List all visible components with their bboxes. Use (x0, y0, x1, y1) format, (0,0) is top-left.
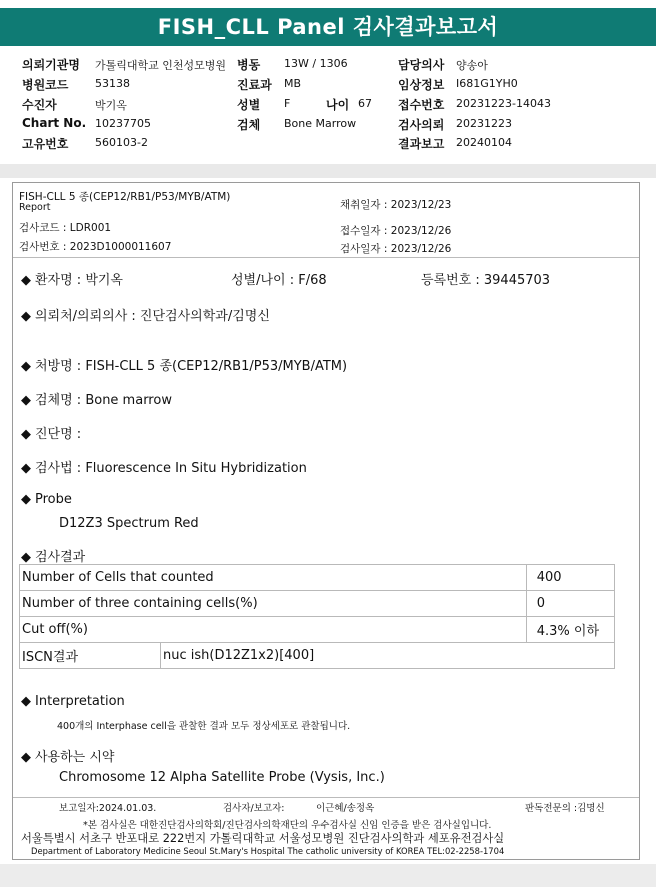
request-value: 20231223 (456, 117, 512, 130)
specimen-text: 검체명 : Bone marrow (35, 393, 172, 408)
report-title: FISH_CLL Panel 검사결과보고서 (0, 8, 656, 46)
diamond-icon: ◆ (21, 393, 31, 408)
reagent-section (21, 746, 114, 765)
specimen-line (21, 389, 172, 408)
referrer-line (21, 305, 270, 324)
patient-line (21, 269, 123, 288)
diagnosis-text: 진단명 : (35, 427, 82, 442)
specimen-label: 검체 (237, 118, 261, 132)
patient-label: 수진자 (22, 98, 57, 112)
address-en: Department of Laboratory Medicine Seoul St.Mary's Hospital The catholic university of KOREA TEL:02-2258-1704 (31, 846, 505, 856)
method-line (21, 457, 307, 476)
receipt-no-label: 접수번호 (398, 98, 445, 112)
clinical-label: 임상정보 (398, 78, 445, 92)
footer-divider (13, 797, 639, 798)
report-label: 결과보고 (398, 137, 445, 151)
probe-value: D12Z3 Spectrum Red (59, 516, 199, 531)
table-row (20, 565, 615, 591)
tester-names: 이근혜/송정옥 (316, 803, 375, 814)
receipt-no-value: 20231223-14043 (456, 97, 551, 110)
interp-title: Interpretation (35, 694, 125, 709)
chart-value: 10237705 (95, 117, 151, 130)
id-label: 고유번호 (22, 137, 69, 151)
probe-title: Probe (35, 492, 72, 507)
diamond-icon: ◆ (21, 492, 31, 507)
result-label: Number of Cells that counted (20, 565, 527, 591)
dept-value: MB (284, 77, 302, 90)
diamond-icon: ◆ (21, 694, 31, 709)
interp-text: 400개의 Interphase cell을 관찰한 결과 모두 정상세포로 관찰됩니다. (57, 721, 351, 732)
prescription-text: 처방명 : FISH-CLL 5 종(CEP12/RB1/P53/MYB/ATM) (35, 359, 348, 374)
test-code: 검사코드 : LDR001 (19, 222, 112, 234)
test-name: FISH-CLL 5 종(CEP12/RB1/P53/MYB/ATM) (19, 191, 231, 203)
report-body (12, 182, 640, 860)
section-divider (0, 164, 656, 178)
age-label: 나이 (326, 98, 350, 112)
test-name-sub: Report (19, 202, 51, 213)
tester-label: 검사자/보고자: (223, 803, 285, 814)
dept-label: 진료과 (237, 78, 272, 92)
diamond-icon: ◆ (21, 273, 31, 288)
clinical-value: I681G1YH0 (456, 77, 518, 90)
table-row (20, 617, 615, 643)
institution-label: 의뢰기관명 (22, 58, 80, 72)
report-header (13, 183, 639, 258)
diamond-icon: ◆ (21, 359, 31, 374)
result-value: 4.3% 이하 (526, 617, 614, 643)
ward-value: 13W / 1306 (284, 57, 348, 70)
sex-value: F (284, 97, 291, 110)
request-label: 검사의뢰 (398, 118, 445, 132)
patient-header (0, 52, 656, 162)
collect-date: 채취일자 : 2023/12/23 (340, 199, 452, 211)
diamond-icon: ◆ (21, 309, 31, 324)
report-date: 보고일자:2024.01.03. (59, 803, 157, 814)
diamond-icon: ◆ (21, 427, 31, 442)
receive-date: 접수일자 : 2023/12/26 (340, 225, 452, 237)
referrer-text: 의뢰처/의뢰의사 : 진단검사의학과/김명신 (35, 309, 270, 324)
result-label: Number of three containing cells(%) (20, 591, 527, 617)
sex-label: 성별 (237, 98, 261, 112)
result-label: Cut off(%) (20, 617, 527, 643)
result-value: 0 (526, 591, 614, 617)
cert-note: *본 검사실은 대한진단검사의학회/진단검사의학재단의 우수검사실 신임 인증을 받은 검사실입니다. (83, 820, 492, 831)
report-value: 20240104 (456, 136, 512, 149)
age-value: 67 (358, 97, 372, 110)
patient-value: 박기옥 (95, 99, 127, 112)
reagent-title: 사용하는 시약 (35, 750, 115, 765)
ward-label: 병동 (237, 58, 261, 72)
page-bottom (0, 864, 656, 887)
table-row (20, 643, 615, 669)
results-title: 검사결과 (35, 550, 86, 565)
results-table (19, 564, 615, 669)
diagnosis-line (21, 423, 81, 442)
iscn-label: ISCN결과 (20, 643, 161, 669)
method-text: 검사법 : Fluorescence In Situ Hybridization (35, 461, 307, 476)
prescription-line (21, 355, 347, 374)
test-date: 검사일자 : 2023/12/26 (340, 243, 452, 255)
doctor-value: 양송아 (456, 59, 488, 72)
specimen-value: Bone Marrow (284, 117, 357, 130)
result-value: 400 (526, 565, 614, 591)
diamond-icon: ◆ (21, 750, 31, 765)
results-section (21, 546, 85, 565)
sex-age-line: 성별/나이 : F/68 (231, 273, 327, 288)
hospital-code-value: 53138 (95, 77, 130, 90)
hospital-code-label: 병원코드 (22, 78, 69, 92)
chart-label: Chart No. (22, 116, 87, 130)
address-kr: 서울특별시 서초구 반포대로 222번지 가톨릭대학교 서울성모병원 진단검사의학과 세포유전검사실 (21, 832, 505, 845)
patient-name: 환자명 : 박기옥 (35, 273, 123, 288)
reagent-value: Chromosome 12 Alpha Satellite Probe (Vysis, Inc.) (59, 770, 385, 785)
iscn-value: nuc ish(D12Z1x2)[400] (161, 643, 615, 669)
diamond-icon: ◆ (21, 550, 31, 565)
test-number: 검사번호 : 2023D1000011607 (19, 241, 172, 253)
id-value: 560103-2 (95, 136, 148, 149)
doctor-label: 담당의사 (398, 58, 445, 72)
institution-value: 가톨릭대학교 인천성모병원 (95, 59, 227, 72)
probe-section (21, 492, 72, 507)
reg-no-line: 등록번호 : 39445703 (421, 273, 551, 288)
reviewer: 판독전문의 :김명신 (525, 803, 605, 814)
table-row (20, 591, 615, 617)
interpretation-section (21, 694, 125, 709)
diamond-icon: ◆ (21, 461, 31, 476)
